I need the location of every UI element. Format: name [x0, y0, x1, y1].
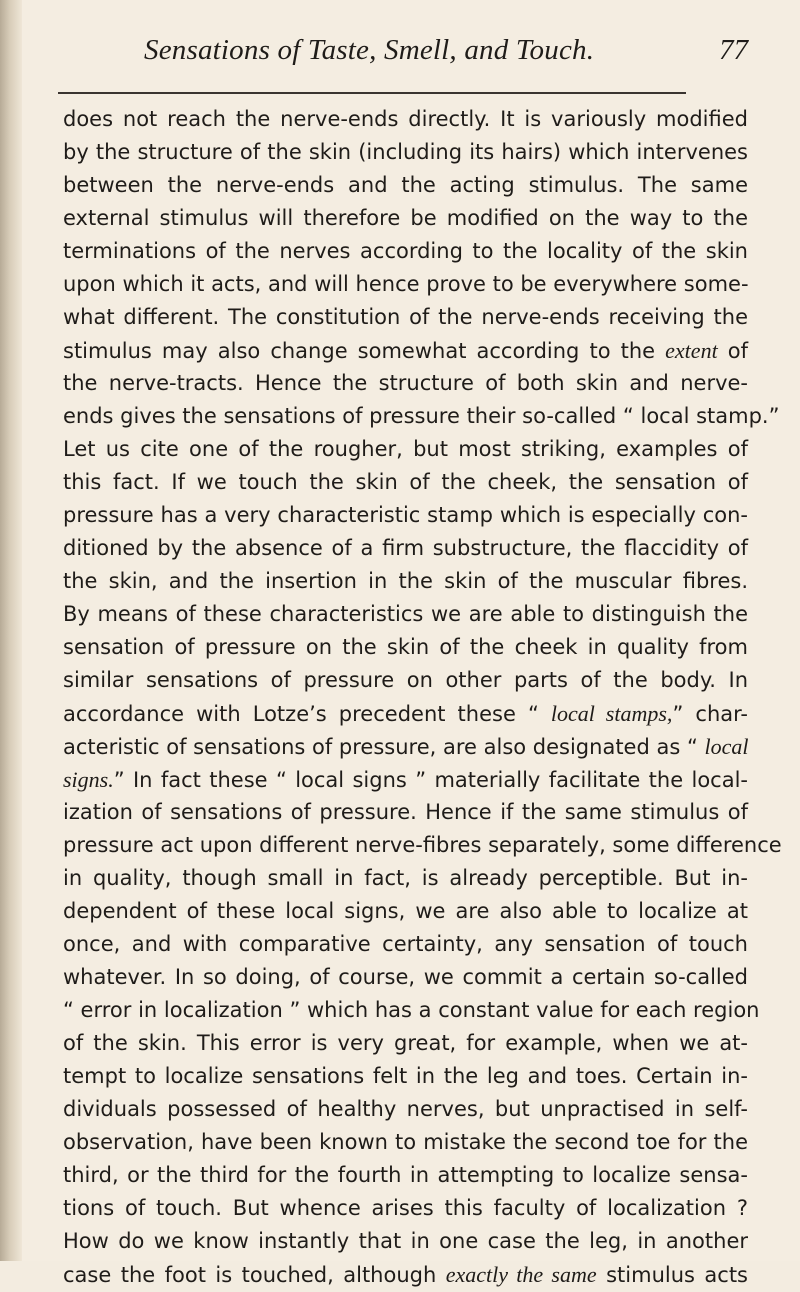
- text-line: [63, 334, 748, 367]
- text-run: ” char-: [672, 702, 748, 726]
- text-run: in quality, though small in fact, is already perceptible. But in-: [63, 866, 748, 890]
- text-run: upon which it acts, and will hence prove to be everywhere some-: [63, 272, 749, 296]
- text-line: [63, 169, 748, 202]
- text-run: similar sensations of pressure on other parts of the body. In: [63, 668, 748, 692]
- text-line: [63, 499, 748, 532]
- text-line: [63, 301, 748, 334]
- text-run: terminations of the nerves according to the locality of the skin: [63, 239, 748, 263]
- text-line: [63, 1258, 748, 1291]
- text-line: [63, 1159, 748, 1192]
- text-run: By means of these characteristics we are able to distinguish the: [63, 602, 748, 626]
- text-line: [63, 433, 748, 466]
- header-rule: [58, 92, 686, 94]
- text-run: pressure has a very characteristic stamp which is especially con-: [63, 503, 748, 527]
- page-binding-edge: [0, 0, 22, 1261]
- italic-text: extent: [665, 338, 718, 363]
- text-run: “ error in localization ” which has a constant value for each region: [63, 998, 760, 1022]
- text-line: [63, 367, 748, 400]
- text-line: [63, 1225, 748, 1258]
- text-run: ization of sensations of pressure. Hence if the same stimulus of: [63, 800, 748, 824]
- body-paragraph: [63, 103, 782, 1291]
- text-run: external stimulus will therefore be modified on the way to the: [63, 206, 748, 230]
- text-run: dividuals possessed of healthy nerves, but unpractised in self-: [63, 1097, 748, 1121]
- text-run: does not reach the nerve-ends directly. It is variously modified: [63, 107, 748, 131]
- text-run: third, or the third for the fourth in attempting to localize sensa-: [63, 1163, 748, 1187]
- text-run: tions of touch. But whence arises this faculty of localization ?: [63, 1196, 748, 1220]
- text-run: sensation of pressure on the skin of the cheek in quality from: [63, 635, 748, 659]
- text-line: [63, 994, 760, 1027]
- text-line: [63, 565, 748, 598]
- text-run: case the foot is touched, although: [63, 1263, 446, 1287]
- text-line: [63, 862, 748, 895]
- text-run: the nerve-tracts. Hence the structure of both skin and nerve-: [63, 371, 748, 395]
- text-run: whatever. In so doing, of course, we commit a certain so-called: [63, 965, 748, 989]
- text-line: [63, 103, 748, 136]
- text-line: [63, 235, 748, 268]
- text-line: [63, 202, 748, 235]
- italic-text: signs.: [63, 767, 114, 792]
- text-line: [63, 928, 748, 961]
- text-line: [63, 598, 748, 631]
- text-line: [63, 763, 748, 796]
- text-line: [63, 268, 748, 301]
- text-line: [63, 1027, 748, 1060]
- text-run: Let us cite one of the rougher, but most striking, examples of: [63, 437, 748, 461]
- page-header: [58, 34, 748, 78]
- text-line: [63, 466, 748, 499]
- text-run: between the nerve-ends and the acting stimulus. The same: [63, 173, 748, 197]
- text-run: the skin, and the insertion in the skin of the muscular fibres.: [63, 569, 748, 593]
- text-line: [63, 136, 748, 169]
- text-line: [63, 1060, 748, 1093]
- text-run: dependent of these local signs, we are also able to localize at: [63, 899, 748, 923]
- italic-text: local stamps,: [550, 701, 673, 726]
- text-run: accordance with Lotze’s precedent these “: [63, 702, 551, 726]
- text-run: of the skin. This error is very great, for example, when we at-: [63, 1031, 748, 1055]
- text-run: what different. The constitution of the nerve-ends receiving the: [63, 305, 748, 329]
- page-number: 77: [719, 34, 748, 66]
- text-line: [63, 961, 748, 994]
- text-line: [63, 532, 748, 565]
- italic-text: local: [704, 734, 749, 759]
- text-line: [63, 829, 782, 862]
- italic-text: exactly the same: [445, 1262, 597, 1287]
- text-run: by the structure of the skin (including its hairs) which intervenes: [63, 140, 748, 164]
- text-line: [63, 1093, 748, 1126]
- text-line: [63, 1126, 748, 1159]
- text-run: pressure act upon different nerve-fibres separately, some difference: [63, 833, 782, 857]
- text-line: [63, 730, 748, 763]
- text-run: ditioned by the absence of a firm substructure, the flaccidity of: [63, 536, 748, 560]
- text-run: stimulus may also change somewhat according to the: [63, 339, 666, 363]
- running-head: Sensations of Taste, Smell, and Touch.: [144, 34, 595, 66]
- text-line: [63, 796, 748, 829]
- text-run: ends gives the sensations of pressure their so-called “ local stamp.”: [63, 404, 780, 428]
- text-line: [63, 400, 780, 433]
- text-line: [63, 664, 748, 697]
- text-run: How do we know instantly that in one case the leg, in another: [63, 1229, 748, 1253]
- text-run: stimulus acts: [596, 1263, 748, 1287]
- text-line: [63, 631, 748, 664]
- text-line: [63, 1192, 748, 1225]
- text-line: [63, 895, 748, 928]
- text-run: of: [717, 339, 749, 363]
- text-run: acteristic of sensations of pressure, are also designated as “: [63, 735, 705, 759]
- text-line: [63, 697, 748, 730]
- text-run: tempt to localize sensations felt in the leg and toes. Certain in-: [63, 1064, 748, 1088]
- text-run: this fact. If we touch the skin of the cheek, the sensation of: [63, 470, 748, 494]
- text-run: ” In fact these “ local signs ” materially facilitate the local-: [113, 768, 748, 792]
- text-run: observation, have been known to mistake the second toe for the: [63, 1130, 748, 1154]
- text-run: once, and with comparative certainty, any sensation of touch: [63, 932, 748, 956]
